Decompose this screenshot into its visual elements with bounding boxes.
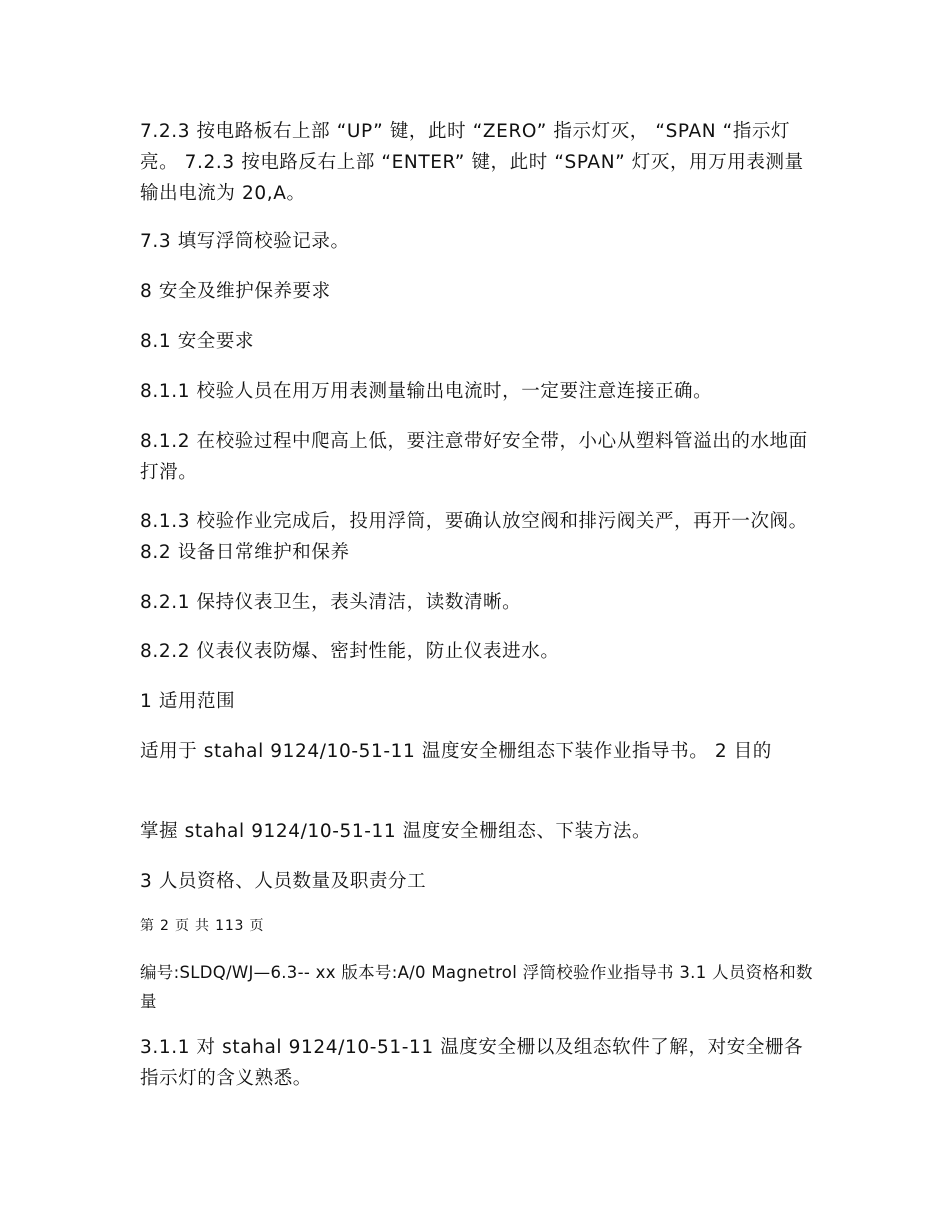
paragraph-purpose: 掌握 stahal 9124/10-51-11 温度安全栅组态、下装方法。 bbox=[140, 821, 652, 842]
paragraph-8-1-1: 8.1.1 校验人员在用万用表测量输出电流时，一定要注意连接正确。 bbox=[140, 381, 713, 402]
heading-8-1: 8.1 安全要求 bbox=[140, 331, 255, 352]
document-header-line: 编号:SLDQ/WJ—6.3-- xx 版本号:A/0 Magnetrol 浮筒校验作业指导书 3.1 人员资格和数量 bbox=[140, 963, 813, 1011]
paragraph-8-2-1: 8.2.1 保持仪表卫生，表头清洁，读数清晰。 bbox=[140, 592, 522, 613]
page-footer: 第 2 页 共 113 页 bbox=[140, 918, 265, 934]
paragraph-8-1-2: 8.1.2 在校验过程中爬高上低，要注意带好安全带，小心从塑料管溢出的水地面打滑。 bbox=[140, 431, 808, 483]
paragraph-8-2-2: 8.2.2 仪表仪表防爆、密封性能，防止仪表进水。 bbox=[140, 641, 560, 662]
paragraph-3-1-1: 3.1.1 对 stahal 9124/10-51-11 温度安全栅以及组态软件了解，对安全栅各指示灯的含义熟悉。 bbox=[140, 1037, 804, 1089]
paragraph-8-1-3: 8.1.3 校验作业完成后，投用浮筒，要确认放空阀和排污阀关严，再开一次阀。 8.2 设备日常维护和保养 bbox=[140, 511, 808, 563]
heading-personnel: 3 人员资格、人员数量及职责分工 bbox=[140, 871, 427, 892]
paragraph-7-2-3: 7.2.3 按电路板右上部 “UP” 键，此时 “ZERO” 指示灯灭， “SPAN “指示灯亮。 7.2.3 按电路反右上部 “ENTER” 键，此时 “SPAN” 灯灭，用万用表测量输出电流为 20,A。 bbox=[140, 121, 804, 204]
paragraph-7-3: 7.3 填写浮筒校验记录。 bbox=[140, 231, 350, 252]
heading-scope: 1 适用范围 bbox=[140, 691, 236, 712]
heading-section-8: 8 安全及维护保养要求 bbox=[140, 281, 331, 302]
paragraph-scope: 适用于 stahal 9124/10-51-11 温度安全栅组态下装作业指导书。 2 目的 bbox=[140, 741, 772, 762]
